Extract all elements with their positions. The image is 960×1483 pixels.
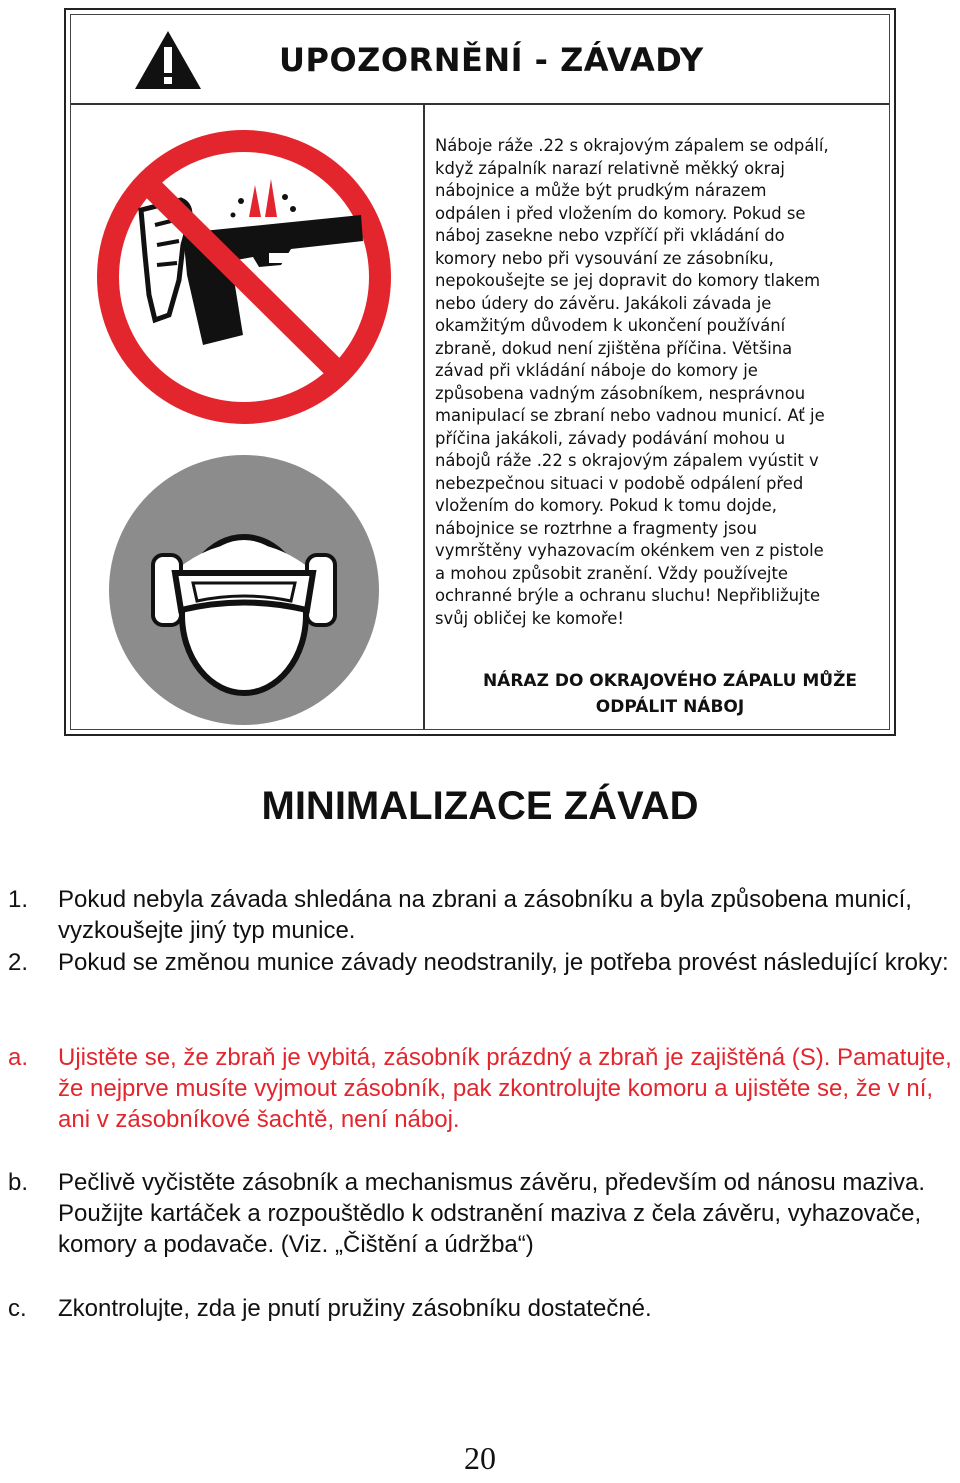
list-text-highlighted: Ujistěte se, že zbraň je vybitá, zásobník prázdný a zbraň je zajištěná (S). Pamatujte, že nejprve musíte vyjmout zásobník, pak zkontrolujte komoru a ujistěte se, že v ní, ani v zásobníkové šachtě, není náboj. (58, 1044, 952, 1133)
list-text: Pokud se změnou munice závady neodstranily, je potřeba provést následující kroky: (58, 949, 949, 976)
warning-pictograms (71, 105, 425, 729)
list-marker: b. (8, 1169, 29, 1196)
warning-header (71, 15, 889, 105)
list-marker: 1. (8, 886, 29, 913)
warning-text-column (425, 105, 889, 729)
warning-sign-panel (64, 8, 896, 736)
warning-footer (70, 666, 890, 732)
list-text: Zkontrolujte, zda je pnutí pružiny zásobníku dostatečné. (58, 1295, 652, 1322)
page-number: 20 (464, 1440, 496, 1476)
warning-triangle-icon (133, 29, 203, 91)
pictogram-canvas (71, 105, 423, 737)
list-marker: c. (8, 1295, 27, 1322)
no-hand-gun-icon (108, 141, 380, 413)
list-marker: 2. (8, 949, 29, 976)
list-text: Pokud nebyla závada shledána na zbrani a zásobníku a byla způsobena municí, vyzkoušejte jiný typ munice. (58, 886, 912, 944)
list-marker: a. (8, 1044, 29, 1071)
warning-title: UPOZORNĚNÍ - ZÁVADY (279, 41, 704, 79)
warning-footer-text: NÁRAZ DO OKRAJOVÉHO ZÁPALU MŮŽE ODPÁLIT NÁBOJ (482, 671, 858, 717)
warning-sign-frame (70, 14, 890, 730)
section-title: MINIMALIZACE ZÁVAD (261, 784, 699, 828)
list-text: Pečlivě vyčistěte zásobník a mechanismus závěru, především od nánosu maziva. Použijte kartáček a rozpouštědlo k odstranění maziva z čela závěru, vyhazovače, komory a podavače. (Viz. „Čištění a údržba“) (58, 1169, 926, 1258)
warning-body-text: Náboje ráže .22 s okrajovým zápalem se odpálí, když zápalník narazí relativně měkký okraj nábojnice a může být prudkým nárazem odpálen i před vložením do komory. Pokud se náboj zasekne nebo vzpříčí při vkládání do komory nebo při vysouvání ze zásobníku, nepokoušejte se jej dopravit do komory tlakem nebo údery do závěru. Jakákoli závada je okamžitým důvodem k ukončení používání zbraně, dokud není zjištěna příčina. Většina závad při vkládání náboje do komory je způsobena vadným zásobníkem, nesprávnou manipulací se zbraní nebo vadnou municí. Ať je příčina jakákoli, závady podávání mohou u nábojů ráže .22 s okrajovým zápalem vyústit v nebezpečnou situaci v podobě odpálení před vložením do komory. Pokud k tomu dojde, nábojnice se roztrhne a fragmenty jsou vymrštěny vyhazovacím okénkem ven z pistole a mohou způsobit zranění. Vždy používejte ochranné brýle a ochranu sluchu! Nepřibližujte svůj obličej ke komoře! (435, 136, 829, 628)
